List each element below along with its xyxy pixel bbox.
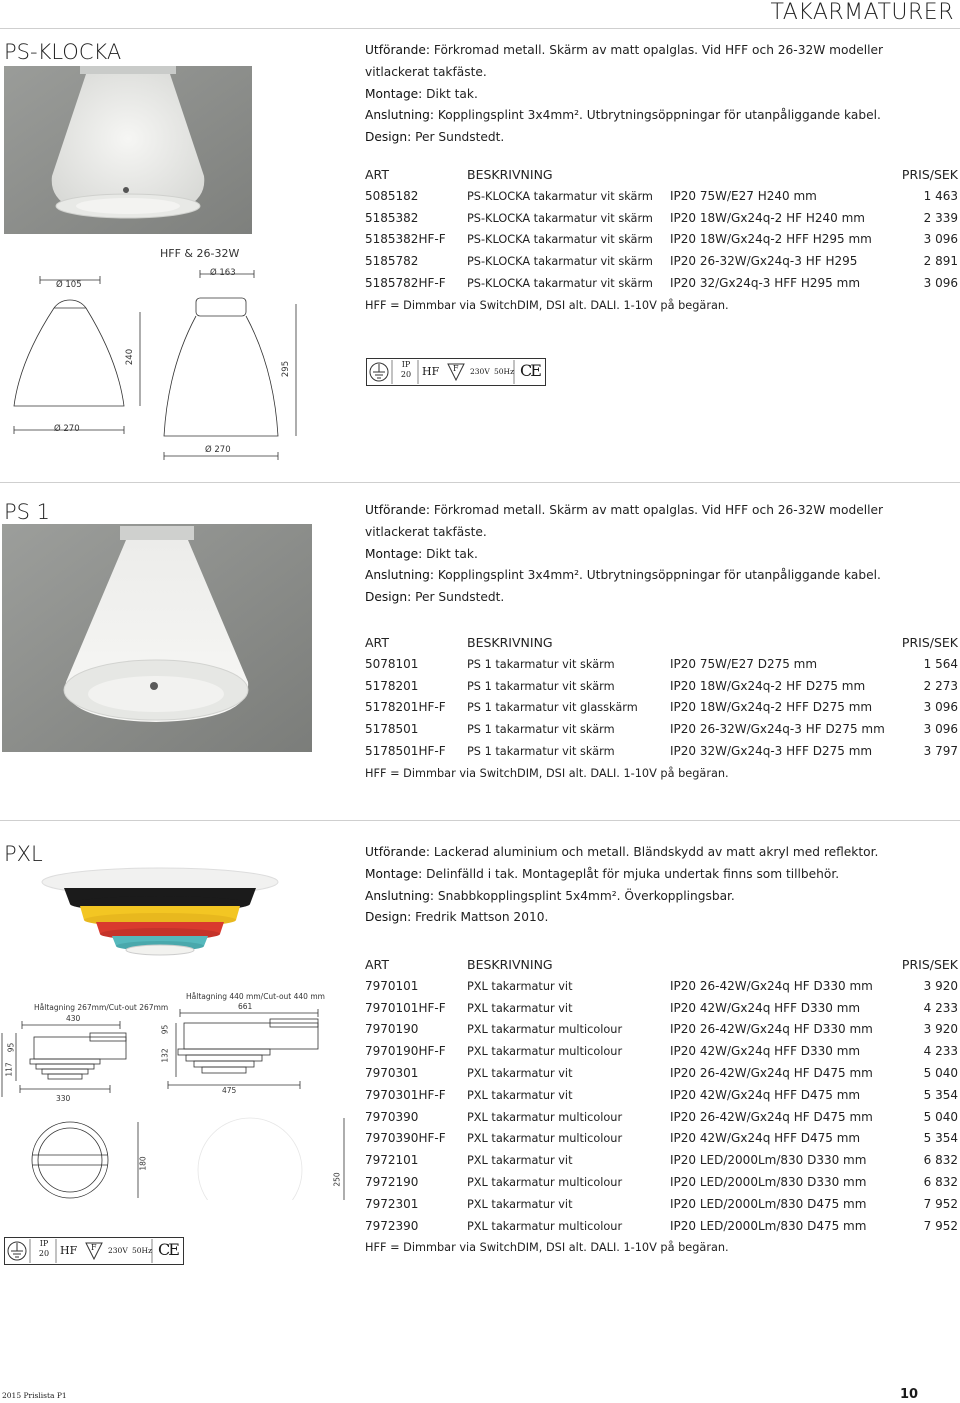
- dimming-note: HFF = Dimmbar via SwitchDIM, DSI alt. DALI. 1-10V på begäran.: [365, 766, 729, 780]
- product-description: PS 1 takarmatur vit skärm: [467, 679, 615, 693]
- montage-label: Montage:: [365, 86, 423, 101]
- header-art: ART: [365, 957, 389, 972]
- certification-badges-pxl: [4, 1237, 184, 1265]
- page-number: 10: [900, 1387, 919, 1402]
- product-spec: IP20 18W/Gx24q-2 HFF D275 mm: [670, 700, 873, 715]
- dimension-d270-a: Ø 270: [54, 424, 80, 434]
- product-description: PXL takarmatur vit: [467, 1154, 573, 1168]
- utforande-label: Utförande:: [365, 845, 430, 859]
- dimension-h295: 295: [281, 360, 292, 378]
- product-price: 4 233: [923, 1000, 958, 1015]
- table-row: [365, 976, 958, 998]
- table-header: [365, 954, 958, 976]
- table-row: [365, 251, 958, 273]
- art-number: 5185782HF-F: [365, 275, 446, 290]
- ps-klocka-price-table: [365, 164, 958, 317]
- product-price: 5 040: [923, 1109, 958, 1124]
- product-description: PXL takarmatur multicolour: [467, 1023, 623, 1037]
- dimension-w430: 430: [66, 1014, 81, 1023]
- montage-label: Montage:: [365, 546, 423, 561]
- voltage-label: 230V: [108, 1246, 128, 1255]
- ip-rating: IP 20: [38, 1239, 50, 1258]
- art-number: 5185782: [365, 254, 419, 269]
- product-price: 2 891: [923, 254, 958, 269]
- f-mark-icon: F: [91, 1243, 97, 1252]
- section-title-ps-klocka: PS-KLOCKA: [4, 40, 122, 64]
- section-divider: [0, 482, 960, 483]
- art-number: 5185382HF-F: [365, 232, 446, 247]
- product-price: 7 952: [923, 1196, 958, 1211]
- montage-text: Delinfälld i tak. Montageplåt för mjuka undertak finns som tillbehör.: [426, 866, 840, 881]
- hf-badge: HF: [60, 1244, 78, 1257]
- ce-mark-icon: CE: [520, 361, 540, 380]
- product-description: PS-KLOCKA takarmatur vit skärm: [467, 276, 653, 290]
- product-spec: IP20 18W/Gx24q-2 HF D275 mm: [670, 678, 866, 693]
- montage-text: Dikt tak.: [426, 546, 478, 561]
- product-spec: IP20 75W/E27 H240 mm: [670, 188, 817, 203]
- table-row: [365, 1019, 958, 1041]
- dimension-h240: 240: [125, 348, 136, 366]
- dimension-d270-b: Ø 270: [205, 445, 231, 455]
- product-spec: IP20 26-42W/Gx24q HF D330 mm: [670, 978, 873, 993]
- table-row: [365, 1107, 958, 1129]
- anslutning-text: Kopplingsplint 3x4mm². Utbrytningsöppningar för utanpåliggande kabel.: [437, 108, 881, 123]
- product-price: 1 463: [923, 188, 958, 203]
- product-description: PXL takarmatur vit: [467, 1001, 573, 1015]
- ip-rating: IP 20: [400, 360, 412, 379]
- table-row: [365, 1063, 958, 1085]
- product-price: 6 832: [923, 1153, 958, 1168]
- product-spec: IP20 18W/Gx24q-2 HF H240 mm: [670, 210, 865, 225]
- product-price: 4 233: [923, 1044, 958, 1059]
- product-description: PXL takarmatur multicolour: [467, 1045, 623, 1059]
- dimension-h95-b: 95: [160, 1024, 170, 1035]
- table-row: [365, 1194, 958, 1216]
- art-number: 7972301: [365, 1196, 419, 1211]
- pxl-description: [365, 842, 925, 929]
- dimension-h180: 180: [138, 1156, 148, 1171]
- product-price: 3 096: [923, 275, 958, 290]
- section-divider: [0, 820, 960, 821]
- art-number: 7970390: [365, 1109, 419, 1124]
- product-spec: IP20 32/Gx24q-3 HFF H295 mm: [670, 275, 861, 290]
- art-number: 5178501HF-F: [365, 743, 446, 758]
- utforande-text: Lackerad aluminium och metall. Bländskydd av matt akryl med reflektor.: [433, 845, 879, 859]
- anslutning-label: Anslutning:: [365, 888, 434, 903]
- table-row: [365, 229, 958, 251]
- art-number: 7970390HF-F: [365, 1131, 446, 1146]
- table-row: [365, 719, 958, 741]
- product-description: PXL takarmatur vit: [467, 1066, 573, 1080]
- product-price: 3 920: [923, 1022, 958, 1037]
- header-beskrivning: BESKRIVNING: [467, 635, 553, 650]
- product-spec: IP20 26-42W/Gx24q HF D330 mm: [670, 1022, 873, 1037]
- product-price: 3 797: [923, 743, 958, 758]
- hff-variant-label: HFF & 26-32W: [160, 247, 240, 260]
- product-spec: IP20 26-42W/Gx24q HF D475 mm: [670, 1109, 873, 1124]
- pxl-price-table: [365, 954, 958, 1259]
- product-description: PXL takarmatur vit: [467, 1088, 573, 1102]
- product-price: 3 920: [923, 978, 958, 993]
- product-spec: IP20 26-42W/Gx24q HF D475 mm: [670, 1065, 873, 1080]
- dimension-w330: 330: [56, 1094, 71, 1103]
- ps-klocka-description: [365, 40, 925, 149]
- art-number: 7970101HF-F: [365, 1000, 446, 1015]
- product-spec: IP20 LED/2000Lm/830 D475 mm: [670, 1196, 867, 1211]
- utforande-text: Förkromad metall. Skärm av matt opalglas. Vid HFF och 26-32W modeller: [433, 43, 883, 57]
- anslutning-label: Anslutning:: [365, 108, 434, 123]
- product-spec: IP20 LED/2000Lm/830 D330 mm: [670, 1153, 867, 1168]
- product-spec: IP20 18W/Gx24q-2 HFF H295 mm: [670, 232, 872, 247]
- table-row: [365, 1150, 958, 1172]
- art-number: 7970190HF-F: [365, 1044, 446, 1059]
- ps1-description: [365, 500, 925, 609]
- utforande-label: Utförande:: [365, 503, 430, 517]
- product-description: PS-KLOCKA takarmatur vit skärm: [467, 255, 653, 269]
- table-row: [365, 1041, 958, 1063]
- anslutning-label: Anslutning:: [365, 568, 434, 583]
- ps-klocka-drawing: [0, 240, 300, 460]
- product-spec: IP20 26-32W/Gx24q-3 HF D275 mm: [670, 722, 885, 737]
- utforande-text-cont: vitlackerat takfäste.: [365, 524, 487, 539]
- art-number: 5178201HF-F: [365, 700, 446, 715]
- product-description: PS-KLOCKA takarmatur vit skärm: [467, 211, 653, 225]
- header-beskrivning: BESKRIVNING: [467, 957, 553, 972]
- table-row: [365, 741, 958, 763]
- utforande-text: Förkromad metall. Skärm av matt opalglas. Vid HFF och 26-32W modeller: [433, 503, 883, 517]
- section-title-pxl: PXL: [4, 842, 43, 866]
- table-row: [365, 697, 958, 719]
- art-number: 7972101: [365, 1153, 419, 1168]
- header-pris: PRIS/SEK: [901, 635, 958, 650]
- product-description: PS 1 takarmatur vit skärm: [467, 744, 615, 758]
- table-row: [365, 654, 958, 676]
- product-description: PXL takarmatur vit: [467, 979, 573, 993]
- design-label: Design:: [365, 130, 412, 145]
- art-number: 7970301: [365, 1065, 419, 1080]
- product-description: PXL takarmatur vit: [467, 1197, 573, 1211]
- product-description: PXL takarmatur multicolour: [467, 1175, 623, 1189]
- dimming-note: HFF = Dimmbar via SwitchDIM, DSI alt. DALI. 1-10V på begäran.: [365, 298, 729, 312]
- section-title-ps1: PS 1: [4, 500, 51, 524]
- product-description: PS 1 takarmatur vit skärm: [467, 723, 615, 737]
- table-row: [365, 676, 958, 698]
- montage-label: Montage:: [365, 866, 423, 881]
- art-number: 7972390: [365, 1218, 419, 1233]
- art-number: 5178201: [365, 678, 419, 693]
- product-price: 2 339: [923, 210, 958, 225]
- art-number: 5078101: [365, 656, 419, 671]
- art-number: 7970101: [365, 978, 419, 993]
- montage-text: Dikt tak.: [426, 86, 478, 101]
- product-description: PXL takarmatur multicolour: [467, 1110, 623, 1124]
- utforande-text-cont: vitlackerat takfäste.: [365, 64, 487, 79]
- design-text: Per Sundstedt.: [415, 130, 505, 145]
- header-beskrivning: BESKRIVNING: [467, 167, 553, 182]
- certification-badges: [366, 358, 546, 386]
- pxl-drawing: [0, 985, 345, 1200]
- anslutning-text: Snabbkopplingsplint 5x4mm². Överkopplingsbar.: [437, 888, 735, 903]
- art-number: 7970190: [365, 1022, 419, 1037]
- dimension-w475: 475: [222, 1086, 237, 1095]
- pxl-photo: [40, 866, 280, 958]
- header-art: ART: [365, 167, 389, 182]
- product-price: 5 040: [923, 1065, 958, 1080]
- table-row: [365, 1216, 958, 1238]
- table-header: [365, 632, 958, 654]
- dimension-h250: 250: [332, 1172, 342, 1187]
- product-spec: IP20 32W/Gx24q-3 HFF D275 mm: [670, 743, 873, 758]
- product-price: 5 354: [923, 1087, 958, 1102]
- table-row: [365, 1085, 958, 1107]
- table-row: [365, 998, 958, 1020]
- dimming-note: HFF = Dimmbar via SwitchDIM, DSI alt. DALI. 1-10V på begäran.: [365, 1241, 729, 1255]
- dimension-w661: 661: [238, 1002, 253, 1011]
- table-row: [365, 273, 958, 295]
- header-pris: PRIS/SEK: [901, 167, 958, 182]
- product-price: 3 096: [923, 232, 958, 247]
- table-row: [365, 1172, 958, 1194]
- product-price: 6 832: [923, 1174, 958, 1189]
- f-mark-icon: F: [453, 364, 459, 373]
- product-spec: IP20 42W/Gx24q HFF D330 mm: [670, 1000, 861, 1015]
- product-price: 2 273: [923, 678, 958, 693]
- anslutning-text: Kopplingsplint 3x4mm². Utbrytningsöppningar för utanpåliggande kabel.: [437, 568, 881, 583]
- product-description: PS-KLOCKA takarmatur vit skärm: [467, 233, 653, 247]
- art-number: 5178501: [365, 722, 419, 737]
- product-spec: IP20 42W/Gx24q HFF D475 mm: [670, 1131, 861, 1146]
- dimension-h132: 132: [160, 1048, 170, 1063]
- art-number: 5085182: [365, 188, 419, 203]
- ps1-photo: [2, 524, 312, 752]
- product-description: PS 1 takarmatur vit glasskärm: [467, 701, 638, 715]
- product-spec: IP20 LED/2000Lm/830 D475 mm: [670, 1218, 867, 1233]
- product-price: 7 952: [923, 1218, 958, 1233]
- utforande-label: Utförande:: [365, 43, 430, 57]
- dimension-h95-a: 95: [6, 1042, 16, 1053]
- product-spec: IP20 LED/2000Lm/830 D330 mm: [670, 1174, 867, 1189]
- design-text: Fredrik Mattson 2010.: [415, 910, 549, 925]
- product-description: PXL takarmatur multicolour: [467, 1132, 623, 1146]
- cutout-label-large: Håltagning 440 mm/Cut-out 440 mm: [186, 992, 325, 1001]
- product-description: PXL takarmatur multicolour: [467, 1219, 623, 1233]
- art-number: 7970301HF-F: [365, 1087, 446, 1102]
- table-row: [365, 1128, 958, 1150]
- product-price: 1 564: [923, 656, 958, 671]
- product-description: PS-KLOCKA takarmatur vit skärm: [467, 189, 653, 203]
- table-row: [365, 208, 958, 230]
- header-pris: PRIS/SEK: [901, 957, 958, 972]
- design-text: Per Sundstedt.: [415, 590, 505, 605]
- product-price: 3 096: [923, 700, 958, 715]
- page-category-title: TAKARMATURER: [770, 0, 954, 25]
- header-art: ART: [365, 635, 389, 650]
- product-price: 3 096: [923, 722, 958, 737]
- voltage-label: 230V: [470, 367, 490, 376]
- ce-mark-icon: CE: [158, 1240, 178, 1259]
- dimension-d163: Ø 163: [210, 268, 236, 278]
- design-label: Design:: [365, 910, 412, 925]
- cutout-label-small: Håltagning 267mm/Cut-out 267mm: [34, 1003, 169, 1012]
- design-label: Design:: [365, 590, 412, 605]
- art-number: 5185382: [365, 210, 419, 225]
- header-divider: [0, 28, 960, 29]
- product-spec: IP20 75W/E27 D275 mm: [670, 656, 818, 671]
- table-header: [365, 164, 958, 186]
- product-price: 5 354: [923, 1131, 958, 1146]
- dimension-h117: 117: [4, 1062, 14, 1077]
- hf-badge: HF: [422, 365, 440, 378]
- product-spec: IP20 42W/Gx24q HFF D330 mm: [670, 1044, 861, 1059]
- footer-catalog-label: 2015 Prislista P1: [2, 1391, 67, 1400]
- frequency-label: 50Hz: [132, 1246, 153, 1255]
- product-description: PS 1 takarmatur vit skärm: [467, 657, 615, 671]
- ps1-price-table: [365, 632, 958, 785]
- table-row: [365, 186, 958, 208]
- frequency-label: 50Hz: [494, 367, 515, 376]
- dimension-d105: Ø 105: [56, 280, 82, 290]
- art-number: 7972190: [365, 1174, 419, 1189]
- product-spec: IP20 26-32W/Gx24q-3 HF H295: [670, 254, 858, 269]
- product-spec: IP20 42W/Gx24q HFF D475 mm: [670, 1087, 861, 1102]
- ps-klocka-photo: [4, 66, 252, 234]
